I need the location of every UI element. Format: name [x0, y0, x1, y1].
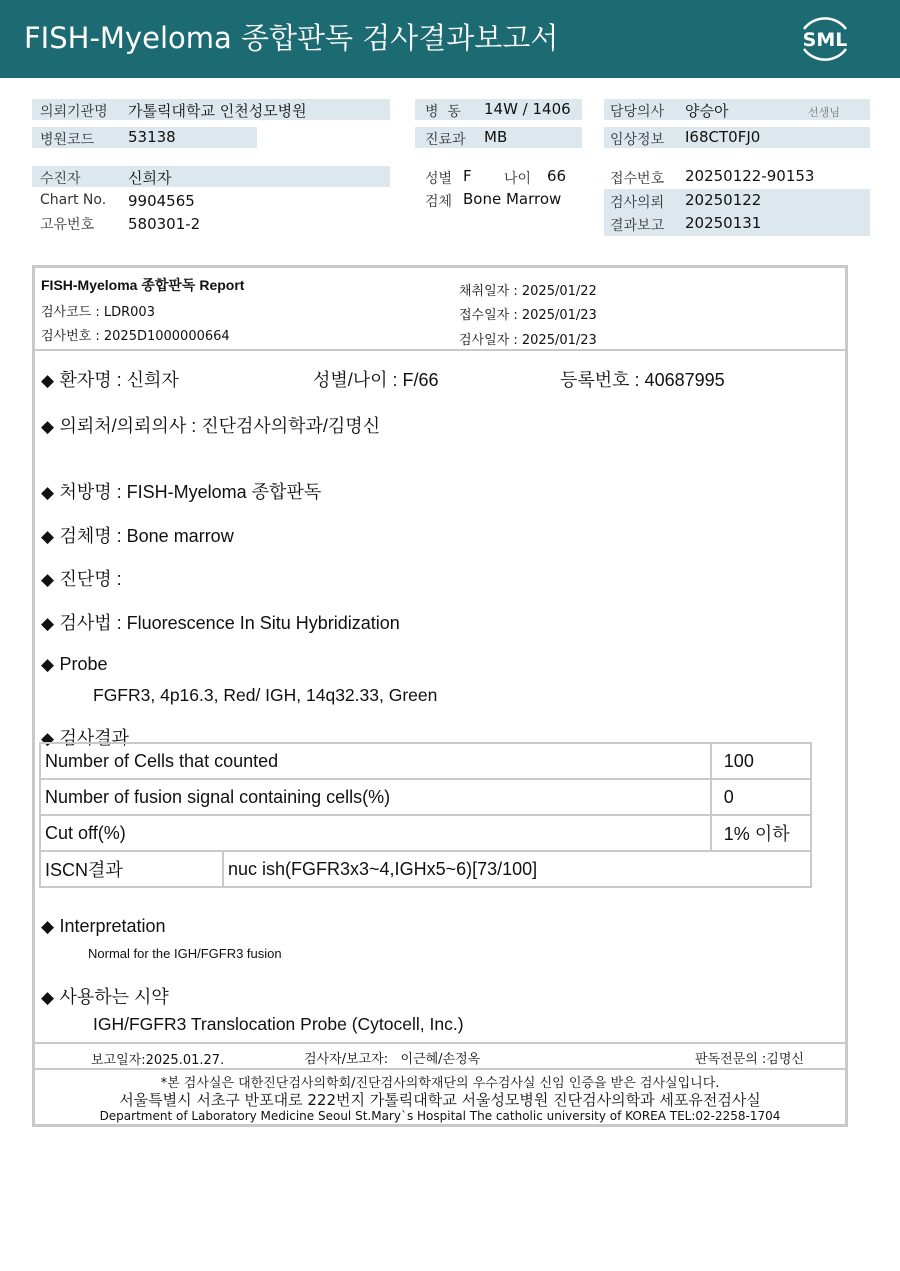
examiners: 검사자/보고자: 이근혜/손정옥	[304, 1052, 481, 1067]
method-section	[41, 609, 400, 635]
hospital-code-value: 53138	[128, 128, 176, 146]
doctor-value: 양승아	[685, 102, 729, 120]
divider	[35, 1042, 845, 1044]
receipt-label: 접수번호	[610, 171, 665, 187]
diamond-icon: ◆	[41, 371, 60, 391]
result-table	[39, 742, 812, 888]
diagnosis-line: 진단명 :	[59, 569, 122, 589]
specimen-section	[41, 522, 234, 548]
requester-line: 의뢰처/의뢰의사 : 진단검사의학과/김명신	[59, 416, 381, 436]
regno-line: 등록번호 : 40687995	[560, 370, 725, 390]
interp-value: Normal for the IGH/FGFR3 fusion	[88, 946, 282, 961]
doctor-label: 담당의사	[610, 104, 665, 120]
table-row	[40, 743, 811, 779]
ward-value: 14W / 1406	[484, 100, 571, 118]
sexage-line: 성별/나이 : F/66	[313, 370, 439, 390]
dept-en: Department of Laboratory Medicine Seoul St.Mary`s Hospital The catholic university of KOREA TEL:02-2258-1704	[99, 1109, 781, 1123]
ward-label: 병 동	[425, 104, 461, 120]
hospital-code-label: 병원코드	[40, 132, 95, 148]
page-title: FISH-Myeloma 종합판독 검사결과보고서	[24, 21, 559, 55]
reagent-section	[41, 983, 169, 1009]
table-row	[40, 779, 811, 815]
iscn-value-cell: nuc ish(FGFR3x3~4,IGHx5~6)[73/100]	[223, 851, 811, 887]
specimen-value: Bone Marrow	[463, 190, 562, 208]
diamond-icon: ◆	[41, 417, 60, 437]
diamond-icon: ◆	[41, 917, 60, 937]
report-label: 결과보고	[610, 218, 665, 234]
report-date: 보고일자:2025.01.27.	[91, 1053, 225, 1068]
diamond-icon: ◆	[41, 655, 60, 675]
requester-section	[41, 412, 380, 438]
specimen-line: 검체명 : Bone marrow	[59, 526, 234, 546]
result-value-cell: 100	[711, 743, 811, 779]
prescription-section	[41, 478, 321, 504]
probe-section	[41, 654, 108, 675]
interp-label: Interpretation	[59, 916, 166, 936]
doctor-suffix: 선생님	[808, 106, 840, 119]
reagent-value: IGH/FGFR3 Translocation Probe (Cytocell, Inc.)	[93, 1014, 464, 1034]
probe-label: Probe	[59, 654, 108, 674]
prescription-line: 처방명 : FISH-Myeloma 종합판독	[59, 482, 322, 502]
request-label: 검사의뢰	[610, 195, 665, 211]
patient-section	[41, 366, 179, 392]
receipt-value: 20250122-90153	[685, 167, 815, 185]
collect-date: 채취일자 : 2025/01/22	[459, 284, 597, 299]
specimen-label: 검체	[425, 194, 453, 210]
result-value-cell: 1% 이하	[711, 815, 811, 851]
diamond-icon: ◆	[41, 483, 60, 503]
diamond-icon: ◆	[41, 988, 60, 1008]
iscn-label-cell: ISCN결과	[40, 851, 223, 887]
sex-label: 성별	[425, 171, 453, 187]
dept-value: MB	[484, 128, 508, 146]
diagnosis-section	[41, 565, 122, 591]
probe-value: FGFR3, 4p16.3, Red/ IGH, 14q32.33, Green	[93, 685, 438, 705]
table-row	[40, 815, 811, 851]
table-row	[40, 851, 811, 887]
report-header	[0, 0, 900, 78]
interpretation-section	[41, 916, 166, 937]
age-value: 66	[547, 167, 567, 185]
patient-label: 수진자	[40, 171, 81, 187]
diamond-icon: ◆	[41, 614, 60, 634]
institution-label: 의뢰기관명	[40, 104, 108, 120]
diamond-icon: ◆	[41, 570, 60, 590]
clinical-value: I68CT0FJ0	[685, 128, 761, 146]
result-value-cell: 0	[711, 779, 811, 815]
address: 서울특별시 서초구 반포대로 222번지 가톨릭대학교 서울성모병원 진단검사의학과 세포유전검사실	[119, 1091, 761, 1109]
report-value: 20250131	[685, 214, 762, 232]
uid-value: 580301-2	[128, 215, 201, 233]
result-label-cell: Number of fusion signal containing cells(%)	[40, 779, 711, 815]
divider	[35, 1068, 845, 1070]
chart-label: Chart No.	[40, 192, 107, 208]
report-title: FISH-Myeloma 종합판독 Report	[41, 277, 245, 293]
test-number: 검사번호 : 2025D1000000664	[41, 329, 230, 344]
result-label-cell: Cut off(%)	[40, 815, 711, 851]
clinical-label: 임상정보	[610, 132, 665, 148]
age-label: 나이	[504, 171, 532, 187]
request-value: 20250122	[685, 191, 762, 209]
report-frame	[32, 265, 848, 1127]
sml-logo	[796, 11, 854, 67]
patient-value: 신희자	[128, 169, 172, 187]
receipt-date: 접수일자 : 2025/01/23	[459, 308, 597, 323]
diamond-icon: ◆	[41, 729, 60, 749]
uid-label: 고유번호	[40, 217, 95, 233]
exam-date: 검사일자 : 2025/01/23	[459, 333, 597, 348]
result-label-cell: Number of Cells that counted	[40, 743, 711, 779]
institution-value: 가톨릭대학교 인천성모병원	[128, 102, 307, 120]
divider	[35, 349, 845, 351]
reader: 판독전문의 :김명신	[695, 1052, 804, 1067]
chart-value: 9904565	[128, 192, 195, 210]
patient-row-bg	[32, 166, 390, 187]
sex-value: F	[463, 167, 472, 185]
result-label: 검사결과	[59, 728, 130, 748]
test-code: 검사코드 : LDR003	[41, 305, 155, 320]
reagent-label: 사용하는 시약	[59, 987, 169, 1007]
cert-note: *본 검사실은 대한진단검사의학회/진단검사의학재단의 우수검사실 신임 인증을 받은 검사실입니다.	[160, 1076, 720, 1091]
dept-label: 진료과	[425, 132, 466, 148]
diamond-icon: ◆	[41, 527, 60, 547]
method-line: 검사법 : Fluorescence In Situ Hybridization	[59, 613, 400, 633]
logo-text: SML	[802, 29, 848, 51]
patient-line: 환자명 : 신희자	[59, 370, 179, 390]
